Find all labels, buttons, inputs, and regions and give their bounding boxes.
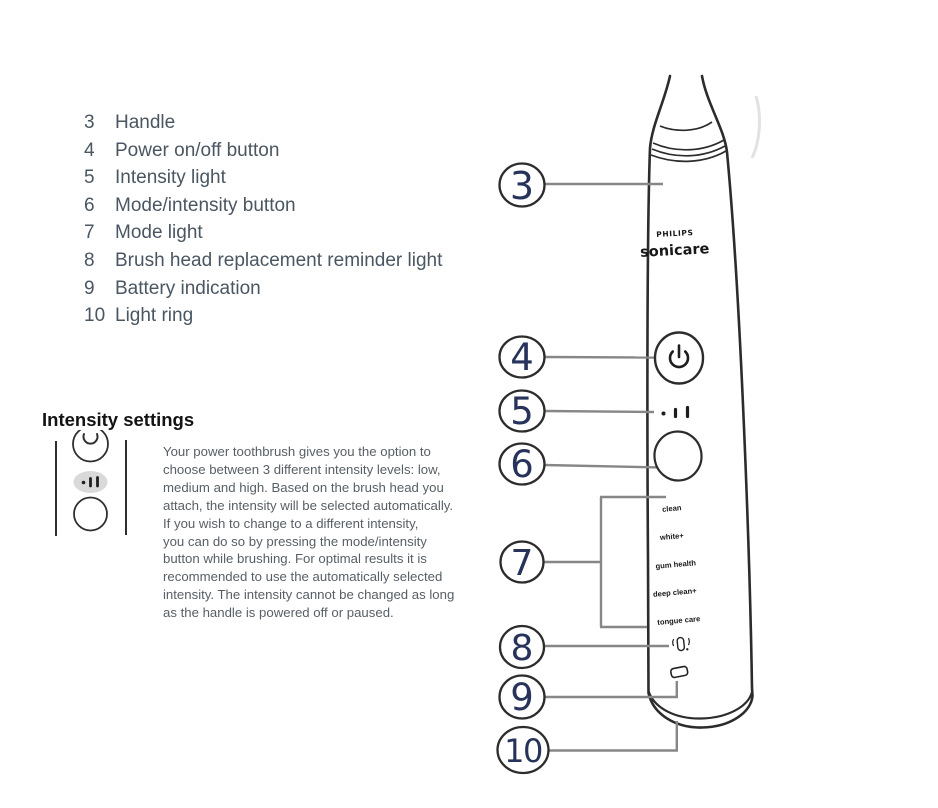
part-number: 4: [84, 139, 95, 161]
callout-number-9: 9: [510, 676, 534, 719]
paragraph-line: attach, the intensity will be selected automatically.: [163, 497, 454, 513]
section-heading: Intensity settings: [42, 409, 195, 430]
paragraph-line: intensity. The intensity cannot be changed as long: [163, 587, 455, 603]
paragraph-line: button while brushing. For optimal results it is: [163, 551, 427, 567]
paragraph-line: medium and high. Based on the brush head you: [163, 479, 444, 495]
part-number: 7: [84, 222, 95, 244]
paragraph-line: as the handle is powered off or paused.: [163, 605, 394, 621]
paragraph-line: choose between 3 different intensity levels: low,: [163, 461, 441, 477]
part-label: Battery indication: [115, 277, 261, 299]
part-number: 10: [84, 305, 106, 327]
part-number: 6: [84, 194, 95, 216]
part-label: Power on/off button: [115, 139, 280, 161]
part-label: Mode/intensity button: [115, 194, 296, 216]
leader-line-5: [544, 411, 654, 412]
mode-label-gum-health: gum health: [655, 558, 697, 571]
part-number: 5: [84, 167, 95, 189]
intensity-light-dot-low: [662, 412, 666, 416]
mode-label-deep-clean: deep clean+: [652, 586, 697, 599]
part-label: Light ring: [115, 305, 194, 327]
part-label: Intensity light: [115, 167, 226, 189]
handle-outline: [647, 76, 752, 728]
leader-line-4: [544, 357, 657, 358]
paragraph-line: recommended to use the automatically selected: [163, 569, 443, 585]
philips-logo: PHILIPS: [656, 228, 694, 239]
part-label: Handle: [115, 112, 176, 133]
callout-number-6: 6: [510, 443, 534, 486]
mode-label-tongue-care: tongue care: [656, 614, 701, 627]
callout-number-8: 8: [510, 628, 534, 669]
scan-artifact: [752, 96, 759, 158]
sonicare-logo: sonicare: [639, 241, 710, 261]
callout-number-5: 5: [510, 390, 534, 433]
part-label: Mode light: [115, 222, 203, 244]
part-label: Brush head replacement reminder light: [115, 249, 443, 271]
paragraph-line: you can do so by pressing the mode/intensity: [163, 533, 427, 549]
paragraph-line: Your power toothbrush gives you the option to: [163, 444, 431, 459]
leader-line-10: [545, 721, 677, 751]
callout-number-10: 10: [504, 732, 542, 770]
paragraph-line: If you wish to change to a different intensity,: [163, 515, 419, 531]
callout-number-4: 4: [510, 336, 534, 379]
callout-number-3: 3: [509, 164, 535, 208]
mode-label-white: white+: [659, 530, 685, 543]
callout-number-7: 7: [510, 543, 534, 584]
leader-line-6: [544, 465, 663, 468]
mode-label-clean: clean: [661, 503, 682, 514]
part-number: 3: [84, 112, 95, 133]
part-number: 9: [84, 277, 95, 299]
part-number: 8: [84, 249, 95, 271]
